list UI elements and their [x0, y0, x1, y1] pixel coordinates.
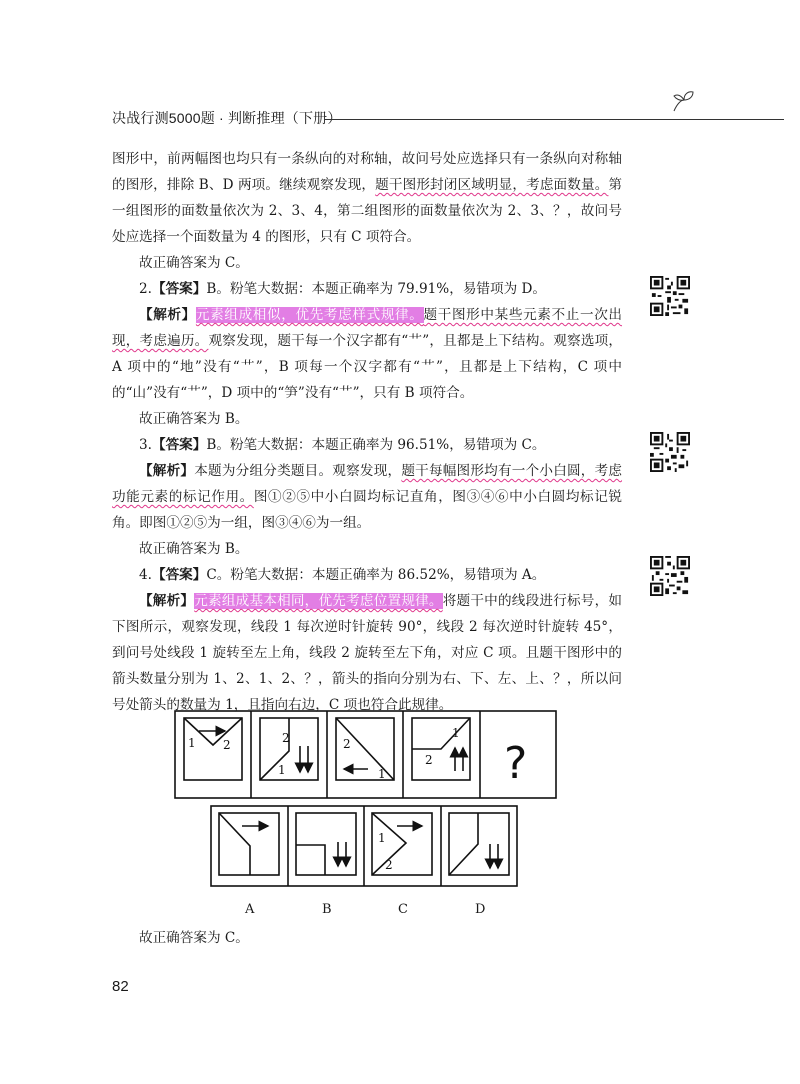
q4-answer: 4.【答案】C。粉笔大数据：本题正确率为 86.52%，易错项为 A。	[139, 567, 546, 583]
paragraph: 图形中，前两幅图也均只有一条纵向的对称轴，故问号处应选择只有一条纵向对称轴的图形，排除 B、D 两项。继续观察发现，题干图形封闭区域明显，考虑面数量。第一组图形的面数量依次为 2、3、4，第二组图形的面数量依次为 2、3、？，故问号处应选择一个面数量为 4 的图形，只有 C 项符合。	[112, 151, 623, 245]
leaf-icon	[671, 90, 697, 112]
highlighted-text: 元素组成相似，优先考虑样式规律。	[195, 307, 424, 323]
segment-label: 1	[452, 726, 460, 740]
question-mark: ?	[504, 738, 528, 789]
segment-label: 2	[385, 858, 393, 872]
page-number: 82	[112, 978, 129, 995]
underlined-text: 题干每幅图形均有一个小白圆，考虑功能元素的标记作用。	[112, 463, 623, 505]
q4-explanation: 【解析】元素组成基本相同，优先考虑位置规律。将题干中的线段进行标号，如下图所示，观察发现，线段 1 每次逆时针旋转 90°，线段 2 每次逆时针旋转 45°，到问号处线段 1 旋转至左上角，线段 2 旋转至左下角，对应 C 项。且题干图形中的箭头数量分别为 1、2、1、2、？，箭头的指向分别为右、下、左、上、？，所以问号处箭头的数量为 1，且指向右边，C 项也符合此规律。	[112, 593, 623, 713]
option-label-a: A	[245, 902, 255, 917]
segment-label: 2	[282, 731, 290, 745]
paragraph: 故正确答案为 B。	[139, 541, 249, 557]
segment-label: 2	[343, 737, 351, 751]
underlined-text: 题干图形封闭区域明显，考虑面数量。	[375, 177, 609, 193]
segment-label: 1	[188, 736, 196, 750]
option-label-d: D	[475, 902, 486, 917]
paragraph: 故正确答案为 B。	[139, 411, 249, 427]
q3-explanation: 【解析】本题为分组分类题目。观察发现，题干每幅图形均有一个小白圆，考虑功能元素的标记作用。图①②⑤中小白圆均标记直角，图③④⑥中小白圆均标记锐角。即图①②⑤为一组，图③④⑥为一组。	[112, 463, 623, 531]
segment-label: 2	[223, 738, 231, 752]
paragraph: 故正确答案为 C。	[139, 255, 249, 271]
qr-code-icon[interactable]	[650, 432, 690, 472]
q4-final-answer: 故正确答案为 C。	[139, 930, 249, 946]
q3-answer: 3.【答案】B。粉笔大数据：本题正确率为 96.51%，易错项为 C。	[139, 437, 546, 453]
segment-label: 1	[378, 767, 386, 781]
qr-code-icon[interactable]	[650, 276, 690, 316]
segment-label: 2	[425, 753, 433, 767]
segment-label: 1	[278, 763, 286, 777]
question-row-frame	[175, 711, 556, 798]
qr-code-icon[interactable]	[650, 556, 690, 596]
q2-answer: 2.【答案】B。粉笔大数据：本题正确率为 79.91%，易错项为 D。	[139, 281, 547, 297]
q2-explanation: 【解析】元素组成相似，优先考虑样式规律。题干图形中某些元素不止一次出现，考虑遍历。观察发现，题干每一个汉字都有“艹”，且都是上下结构。观察选项，A 项中的“地”没有“艹”，B 项每一个汉字都有“艹”，且都是上下结构，C 项中的“山”没有“艹”，D 项中的“笋”没有“艹”，只有 B 项符合。	[112, 307, 623, 401]
option-label-c: C	[398, 902, 408, 917]
highlighted-text: 元素组成基本相同，优先考虑位置规律。	[194, 593, 443, 609]
page-body	[112, 146, 622, 718]
running-header	[112, 108, 697, 130]
options-row-frame	[211, 806, 517, 886]
underlined-text: 题干图形中某些元素不止一次出现，考虑遍历。	[112, 307, 623, 349]
header-rule	[324, 119, 784, 120]
option-label-b: B	[322, 902, 332, 917]
header-title: 决战行测5000题 · 判断推理（下册）	[112, 110, 342, 126]
segment-label: 1	[378, 831, 386, 845]
